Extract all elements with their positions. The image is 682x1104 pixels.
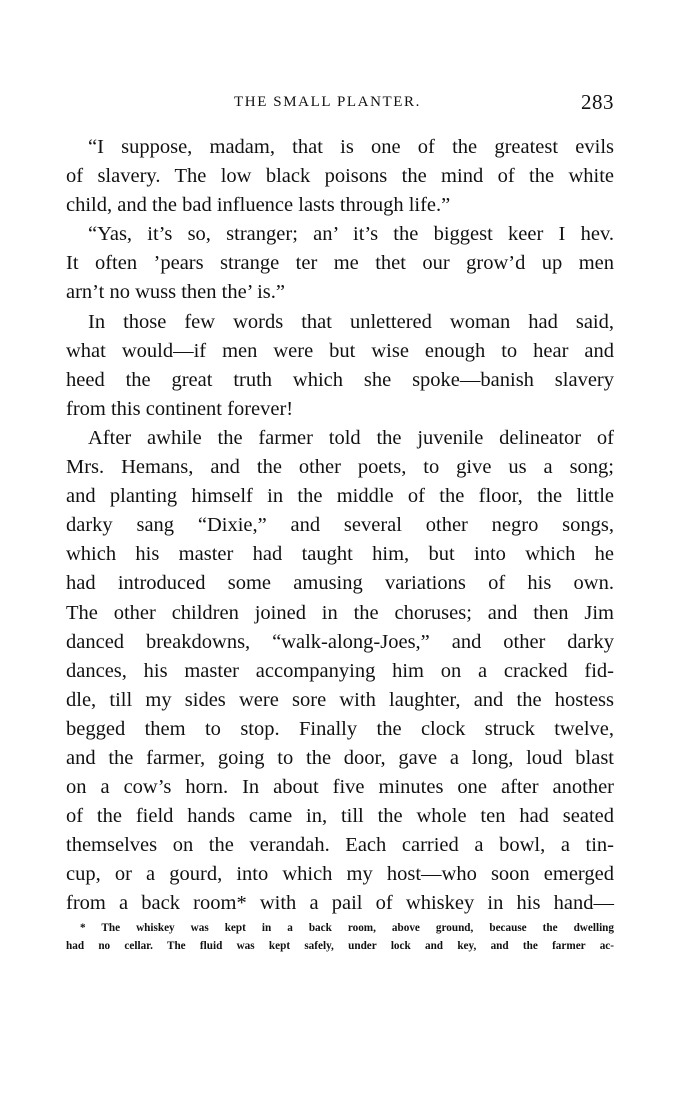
text-line: heed the great truth which she spoke—banish slavery (66, 368, 614, 391)
text-line: what would—if men were but wise enough to hear and (66, 339, 614, 362)
text-line: darky sang “Dixie,” and several other negro songs, (66, 514, 614, 537)
text-line: of slavery. The low black poisons the mind of the white (66, 165, 614, 188)
text-line: “I suppose, madam, that is one of the greatest evils (88, 136, 614, 158)
text-line: dances, his master accompanying him on a cracked fid- (66, 659, 614, 682)
text-line: child, and the bad influence lasts through life.” (66, 194, 451, 217)
text-line: on a cow’s horn. In about five minutes one after another (66, 776, 614, 799)
text-line: danced breakdowns, “walk-along-Joes,” and other darky (66, 630, 614, 653)
text-line: cup, or a gourd, into which my host—who soon emerged (66, 863, 614, 886)
text-line: Mrs. Hemans, and the other poets, to give us a song; (66, 456, 614, 479)
text-line: which his master had taught him, but into which he (66, 543, 614, 566)
text-line: After awhile the farmer told the juvenile delineator of (88, 426, 614, 449)
text-line: “Yas, it’s so, stranger; an’ it’s the biggest keer I hev. (88, 223, 614, 246)
text-line: dle, till my sides were sore with laughter, and the hostess (66, 688, 614, 711)
text-line: and planting himself in the middle of the floor, the little (66, 485, 614, 508)
text-line: had introduced some amusing variations of his own. (66, 572, 614, 595)
text-line: themselves on the verandah. Each carried a bowl, a tin- (66, 834, 614, 857)
text-line: The other children joined in the choruses; and then Jim (66, 601, 614, 624)
page-number: 283 (581, 90, 614, 114)
text-line: from this continent forever! (66, 397, 294, 420)
running-head (66, 90, 614, 114)
footnote-line: * The whiskey was kept in a back room, above ground, because the dwelling (80, 922, 614, 934)
footnote-line: had no cellar. The fluid was kept safely, under lock and key, and the farmer ac- (66, 940, 614, 952)
text-line: of the field hands came in, till the whole ten had seated (66, 805, 614, 828)
text-line: from a back room* with a pail of whiskey in his hand— (66, 892, 614, 915)
text-line: and the farmer, going to the door, gave a long, loud blast (66, 746, 614, 769)
text-line: arn’t no wuss then the’ is.” (66, 281, 286, 304)
text-line: In those few words that unlettered woman had said, (88, 310, 614, 333)
footnote (66, 919, 614, 955)
text-line: It often ’pears strange ter me thet our grow’d up men (66, 252, 614, 275)
running-title: THE SMALL PLANTER. (234, 94, 421, 110)
body-text (66, 133, 614, 919)
text-line: begged them to stop. Finally the clock struck twelve, (66, 717, 614, 740)
